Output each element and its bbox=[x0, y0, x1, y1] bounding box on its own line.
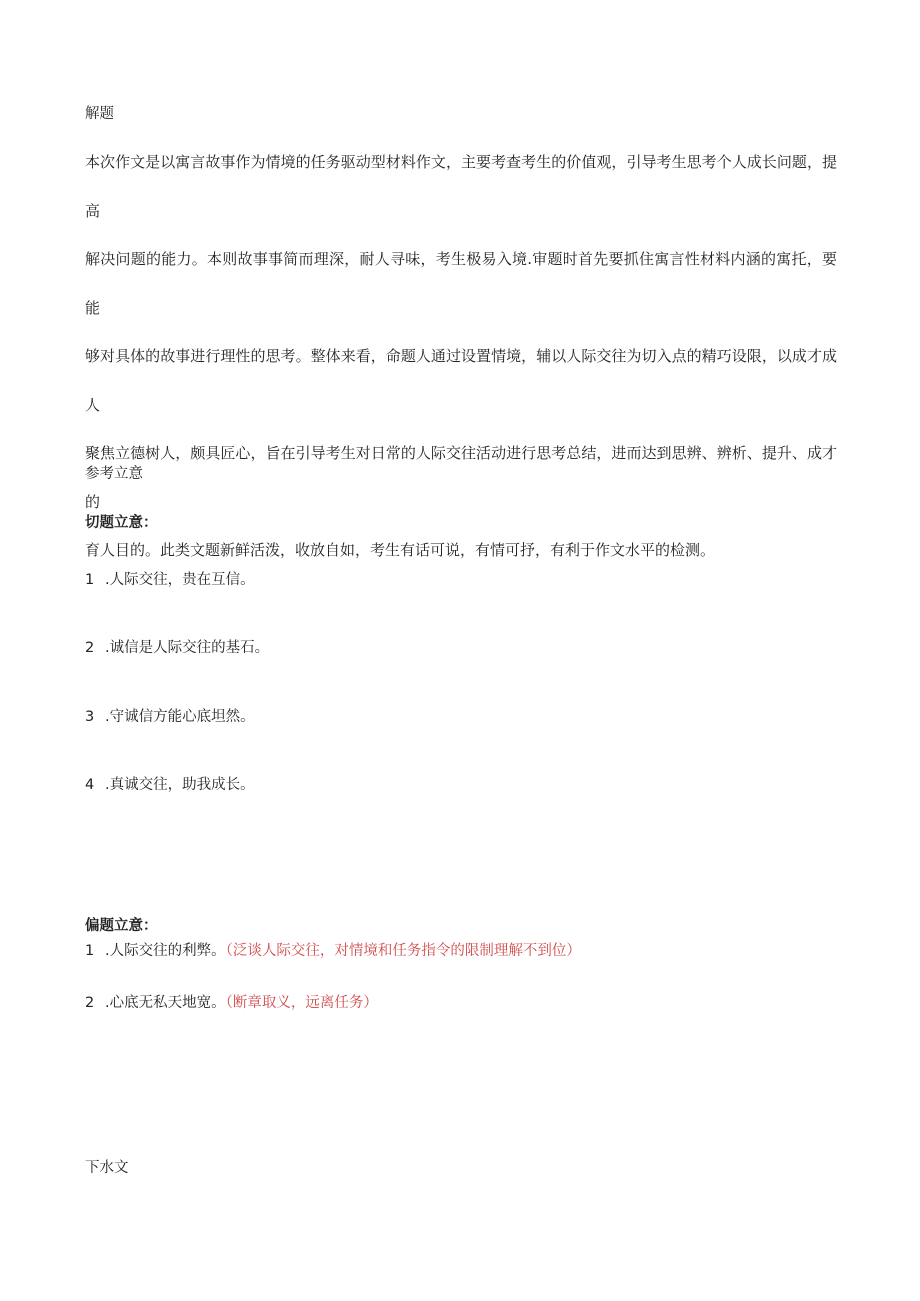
section-heading-xiashuiwen: 下水文 bbox=[85, 1160, 129, 1176]
item-text: .人际交往的利弊。 bbox=[105, 943, 226, 959]
item-number: 1 bbox=[85, 943, 95, 959]
pianti-heading: 偏题立意： bbox=[85, 918, 158, 934]
section-heading-jieti: 解题 bbox=[85, 106, 114, 122]
item-number: 3 bbox=[85, 709, 95, 725]
qieti-item-1 bbox=[85, 570, 255, 590]
item-number: 2 bbox=[85, 640, 95, 656]
qieti-item-3 bbox=[85, 707, 255, 727]
section-heading-cankao: 参考立意 bbox=[85, 466, 143, 482]
jieti-line-5: 育人目的。此类文题新鲜活泼，收放自如，考生有话可说，有情可抒，有利于作文水平的检测。 bbox=[85, 541, 716, 559]
item-text: .人际交往，贵在互信。 bbox=[105, 572, 255, 588]
qieti-item-2 bbox=[85, 638, 269, 658]
item-number: 1 bbox=[85, 572, 95, 588]
item-text: .诚信是人际交往的基石。 bbox=[105, 640, 270, 656]
item-text: .真诚交往，助我成长。 bbox=[105, 777, 255, 793]
qieti-heading: 切题立意： bbox=[85, 515, 158, 531]
item-number: 4 bbox=[85, 777, 95, 793]
jieti-line-1: 本次作文是以寓言故事作为情境的任务驱动型材料作文，主要考查考生的价值观，引导考生思考个人成长问题，提高 bbox=[85, 153, 837, 220]
pianti-item-2 bbox=[85, 993, 378, 1013]
jieti-paragraph bbox=[85, 138, 837, 575]
qieti-item-4 bbox=[85, 775, 255, 795]
pianti-item-1 bbox=[85, 941, 581, 961]
item-text: .心底无私天地宽。 bbox=[105, 995, 226, 1011]
jieti-line-3: 够对具体的故事进行理性的思考。整体来看，命题人通过设置情境，辅以人际交往为切入点的精巧设限，以成才成人 bbox=[85, 347, 837, 414]
jieti-line-2: 解决问题的能力。本则故事事简而理深，耐人寻味，考生极易入境.审题时首先要抓住寓言性材料内涵的寓托，要能 bbox=[85, 250, 837, 317]
item-note: （泛谈人际交往，对情境和任务指令的限制理解不到位） bbox=[225, 943, 581, 959]
jieti-line-4: 聚焦立德树人，颇具匠心，旨在引导考生对日常的人际交往活动进行思考总结，进而达到思辨、辨析、提升、成才的 bbox=[85, 444, 837, 511]
item-text: .守诚信方能心底坦然。 bbox=[105, 709, 255, 725]
item-note: （断章取义，远离任务） bbox=[225, 995, 378, 1011]
item-number: 2 bbox=[85, 995, 95, 1011]
